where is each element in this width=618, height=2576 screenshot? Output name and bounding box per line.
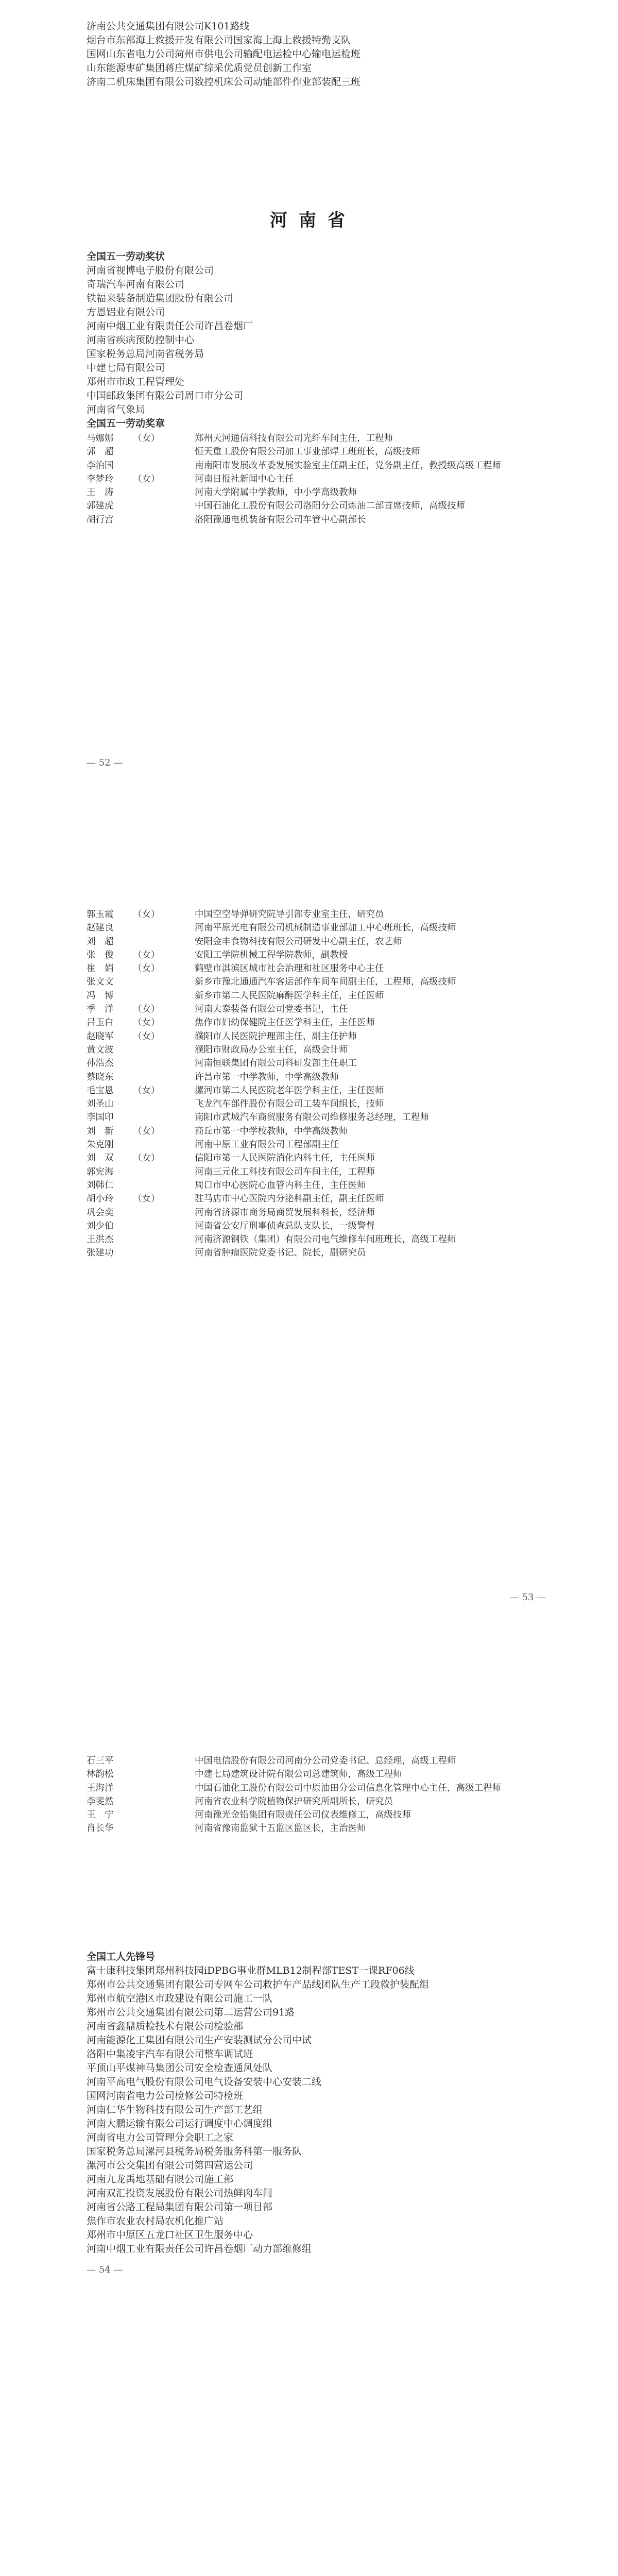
person-name: 张文文 xyxy=(87,977,114,988)
person-desc: 河南豫光金铅集团有限责任公司仪表维修工，高级技师 xyxy=(195,1810,411,1821)
person-row xyxy=(87,1125,540,1138)
person-row xyxy=(87,1795,540,1808)
person-gender xyxy=(133,1057,195,1070)
list-item: 河南中烟工业有限责任公司许昌卷烟厂 xyxy=(87,320,253,332)
person-row xyxy=(87,1003,540,1016)
person-row xyxy=(87,486,540,499)
list-item: 河南省鑫鼎质检技术有限公司检验部 xyxy=(87,2021,244,2032)
person-desc: 河南省肿瘤医院党委书记、院长，副研究员 xyxy=(195,1248,366,1259)
person-gender: （女） xyxy=(133,963,160,974)
person-gender xyxy=(133,513,195,527)
list-item: 国家税务总局河南省税务局 xyxy=(87,348,204,360)
person-gender xyxy=(133,1165,195,1179)
person-name: 马娜娜 xyxy=(87,433,114,444)
person-gender xyxy=(133,935,195,948)
document-page-53 xyxy=(0,845,618,1690)
person-desc: 周口市中心医院心血管内科主任，主任医师 xyxy=(195,1180,366,1191)
person-row xyxy=(87,1057,540,1070)
person-desc: 南南阳市发展改革委发展实验室主任副主任，党务副主任，教授级高级工程师 xyxy=(195,460,501,471)
list-item: 中国邮政集团有限公司周口市分公司 xyxy=(87,390,244,401)
person-desc: 安阳金丰食物科技有限公司研发中心副主任，农艺师 xyxy=(195,936,402,947)
list-item: 郑州市中原区五龙口社区卫生服务中心 xyxy=(87,2229,253,2241)
person-name: 刘 双 xyxy=(87,1153,114,1164)
person-gender: （女） xyxy=(133,1018,160,1028)
person-gender: （女） xyxy=(133,433,160,444)
person-name: 张建功 xyxy=(87,1248,114,1259)
person-gender xyxy=(133,1822,195,1835)
list-item: 河南九龙禹地基础有限公司施工部 xyxy=(87,2174,234,2185)
person-gender: （女） xyxy=(133,1004,160,1015)
document-page-54 xyxy=(0,1690,618,2535)
person-row xyxy=(87,1097,540,1111)
person-desc: 中国石油化工股份有限公司中原油田分公司信息化管理中心主任，高级工程师 xyxy=(195,1783,501,1793)
person-desc: 中国空空导弹研究院导引部专业室主任，研究员 xyxy=(195,909,384,920)
person-row xyxy=(87,1165,540,1179)
person-name: 赵建良 xyxy=(87,923,114,934)
person-desc: 商丘市第一中学校教师，中学高级教师 xyxy=(195,1126,348,1137)
person-name: 赵晓军 xyxy=(87,1031,114,1042)
person-gender: （女） xyxy=(133,1194,160,1205)
person-desc: 新乡市豫北通通汽车客运部作车间车间副主任，工程师，高级技师 xyxy=(195,977,456,988)
person-desc: 焦作市妇幼保健院主任医学科主任，主任医师 xyxy=(195,1018,375,1028)
person-name: 冯 博 xyxy=(87,990,114,1001)
list-item: 济南二机床集团有限公司数控机床公司动能部件作业部装配三班 xyxy=(87,76,361,88)
list-item: 中建七局有限公司 xyxy=(87,362,165,374)
people-list xyxy=(87,908,540,1260)
person-desc: 河南省豫南监狱十五监区监区长，主治医师 xyxy=(195,1823,366,1834)
person-row xyxy=(87,1206,540,1219)
person-gender xyxy=(133,1138,195,1151)
person-name: 蔡晓东 xyxy=(87,1072,114,1082)
person-row xyxy=(87,1043,540,1057)
person-desc: 濮阳市人民医院护理部主任，副主任护师 xyxy=(195,1031,357,1042)
person-name: 刘 超 xyxy=(87,936,114,947)
people-list xyxy=(87,1754,540,1836)
person-gender xyxy=(133,1071,195,1084)
list-item: 国家税务总局漯河县税务局税务服务科第一服务队 xyxy=(87,2146,302,2157)
person-desc: 中建七局建筑设计院有限公司总建筑师，高级工程师 xyxy=(195,1769,402,1780)
list-item: 郑州市公共交通集团有限公司第二运营公司91路 xyxy=(87,2007,295,2018)
list-item: 山东能源枣矿集团蒋庄煤矿综采优质党员创新工作室 xyxy=(87,62,312,74)
person-desc: 河南三元化工科技有限公司车间主任，工程师 xyxy=(195,1166,375,1177)
person-gender xyxy=(133,1111,195,1124)
list-item: 河南仁华生物科技有限公司生产部工艺组 xyxy=(87,2104,263,2115)
list-item: 河南能源化工集团有限公司生产安装测试分公司中试 xyxy=(87,2035,312,2046)
person-gender xyxy=(133,1179,195,1192)
person-name: 李梦玲 xyxy=(87,473,114,484)
list-item: 河南中烟工业有限责任公司许昌卷烟厂动力部维修组 xyxy=(87,2243,312,2255)
list-item: 河南双汇投资发展股份有限公司热鲜肉车间 xyxy=(87,2188,273,2199)
person-name: 崔 娟 xyxy=(87,963,114,974)
list-item: 洛阳中集凌宇汽车有限公司整车调试班 xyxy=(87,2048,253,2060)
person-gender: （女） xyxy=(133,1031,160,1042)
person-desc: 河南中原工业有限公司工程部副主任 xyxy=(195,1140,339,1150)
person-name: 孙浩杰 xyxy=(87,1058,114,1069)
person-name: 张 俊 xyxy=(87,950,114,960)
document-page-52 xyxy=(0,0,618,845)
person-desc: 河南平原光电有限公司机械制造事业部加工中心班班长，高级技师 xyxy=(195,923,456,934)
person-gender xyxy=(133,1768,195,1781)
person-row xyxy=(87,975,540,989)
section-heading: 全国五一劳动奖章 xyxy=(87,418,165,429)
person-name: 刘圣山 xyxy=(87,1099,114,1110)
person-gender: （女） xyxy=(133,473,160,484)
person-row xyxy=(87,445,540,459)
page-number: — 54 — xyxy=(87,2264,123,2275)
person-row xyxy=(87,935,540,948)
list-item: 烟台市东部海上救援开发有限公司国家海上海上救援特勤支队 xyxy=(87,35,351,46)
list-item: 济南公共交通集团有限公司K101路线 xyxy=(87,21,250,32)
person-name: 李斐然 xyxy=(87,1796,114,1807)
person-gender xyxy=(133,989,195,1003)
person-gender: （女） xyxy=(133,1085,160,1096)
person-desc: 恒天重工股份有限公司加工事业部焊工班班长，高级技师 xyxy=(195,447,420,457)
person-desc: 飞龙汽车部件股份有限公司工装车间组长，技师 xyxy=(195,1099,384,1110)
person-name: 巩会奕 xyxy=(87,1207,114,1218)
person-name: 肖长华 xyxy=(87,1823,114,1834)
person-name: 刘 新 xyxy=(87,1126,114,1137)
person-row xyxy=(87,1754,540,1768)
person-desc: 鹤壁市淇滨区城市社会治理和社区服务中心主任 xyxy=(195,963,384,974)
person-gender xyxy=(133,1206,195,1219)
person-row xyxy=(87,432,540,445)
list-item: 郑州市航空港区市政建设有限公司施工一队 xyxy=(87,1993,273,2004)
list-item: 河南省气象局 xyxy=(87,404,146,415)
person-name: 郭 超 xyxy=(87,447,114,457)
top-list xyxy=(87,20,540,89)
list-item: 铁福来装备制造集团股份有限公司 xyxy=(87,293,234,304)
person-row xyxy=(87,1071,540,1084)
person-gender xyxy=(133,1795,195,1808)
list-item: 富士康科技集团郑州科技园iDPBG事业群MLB12制程部TEST一课RF06线 xyxy=(87,1965,415,1976)
person-row xyxy=(87,1246,540,1260)
person-name: 吕玉白 xyxy=(87,1018,114,1028)
person-name: 胡小玲 xyxy=(87,1194,114,1205)
person-desc: 河南省农业科学院植物保护研究所副所长，研究员 xyxy=(195,1796,393,1807)
person-name: 李国印 xyxy=(87,1112,114,1123)
person-row xyxy=(87,1111,540,1124)
page-number: — 52 — xyxy=(87,757,123,768)
worker-list xyxy=(87,1950,540,2256)
person-gender xyxy=(133,1219,195,1233)
person-name: 胡行宫 xyxy=(87,514,114,525)
list-item: 河南省疾病预防控制中心 xyxy=(87,334,195,346)
person-desc: 河南日报社新闻中心主任 xyxy=(195,473,294,484)
person-name: 林韵松 xyxy=(87,1769,114,1780)
person-desc: 漯河市第二人民医院老年医学科主任，主任医师 xyxy=(195,1085,384,1096)
person-name: 郭建虎 xyxy=(87,501,114,512)
person-name: 石三平 xyxy=(87,1756,114,1766)
list-item: 河南大鹏运输有限公司运行调度中心调度组 xyxy=(87,2118,273,2129)
person-name: 朱克刚 xyxy=(87,1140,114,1150)
list-item: 国网河南省电力公司检修公司特检班 xyxy=(87,2090,244,2102)
person-gender xyxy=(133,1808,195,1822)
person-row xyxy=(87,1030,540,1043)
list-item: 河南省公路工程局集团有限公司第一项目部 xyxy=(87,2201,273,2213)
people-list xyxy=(87,432,540,527)
person-row xyxy=(87,1808,540,1822)
section-heading: 全国工人先锋号 xyxy=(87,1951,156,1962)
person-desc: 洛阳豫通电机装备有限公司车管中心副部长 xyxy=(195,514,366,525)
person-desc: 许昌市第一中学教师，中学高级教师 xyxy=(195,1072,339,1082)
person-row xyxy=(87,1192,540,1206)
person-row xyxy=(87,1138,540,1151)
person-name: 毛宝恩 xyxy=(87,1085,114,1096)
person-row xyxy=(87,1084,540,1097)
person-name: 王 涛 xyxy=(87,487,114,498)
person-desc: 新乡市第二人民医院麻醉医学科主任，主任医师 xyxy=(195,990,384,1001)
person-gender xyxy=(133,459,195,472)
person-gender xyxy=(133,921,195,935)
person-desc: 郑州天河通信科技有限公司光纤车间主任，工程师 xyxy=(195,433,393,444)
list-item: 郑州市市政工程管理处 xyxy=(87,376,185,387)
person-gender xyxy=(133,499,195,513)
document-page-55 xyxy=(0,2535,618,2576)
person-desc: 河南大学附属中学教师，中小学高级教师 xyxy=(195,487,357,498)
person-row xyxy=(87,1782,540,1795)
list-item: 河南平高电气股份有限公司电气设备安装中心安装二线 xyxy=(87,2076,322,2088)
person-name: 季 洋 xyxy=(87,1004,114,1015)
list-item: 漯河市公交集团有限公司第四营运公司 xyxy=(87,2160,253,2171)
person-gender: （女） xyxy=(133,909,160,920)
list-item: 奇瑞汽车河南有限公司 xyxy=(87,279,185,290)
person-gender: （女） xyxy=(133,1126,160,1137)
person-gender xyxy=(133,1246,195,1260)
province-title: 河南省 xyxy=(270,210,356,231)
person-row xyxy=(87,499,540,513)
person-row xyxy=(87,459,540,472)
person-gender xyxy=(133,445,195,459)
person-desc: 南阳市武城汽车商贸服务有限公司维修服务总经理，工程师 xyxy=(195,1112,429,1123)
person-desc: 中国电信股份有限公司河南分公司党委书记、总经理，高级工程师 xyxy=(195,1756,456,1766)
person-row xyxy=(87,1822,540,1835)
person-row xyxy=(87,921,540,935)
person-name: 黄文波 xyxy=(87,1044,114,1055)
person-row xyxy=(87,1179,540,1192)
list-item: 河南省电力公司管理分会职工之家 xyxy=(87,2132,234,2143)
person-gender xyxy=(133,1754,195,1768)
person-desc: 河南省济源市商务局商贸发展科科长，经济师 xyxy=(195,1207,375,1218)
section-heading: 全国五一劳动奖状 xyxy=(87,251,165,262)
person-gender xyxy=(133,1233,195,1246)
person-row xyxy=(87,962,540,975)
person-row xyxy=(87,1151,540,1165)
person-desc: 河南省公安厅刑事侦查总队支队长，一级警督 xyxy=(195,1221,375,1231)
person-desc: 河南大泰装备有限公司党委书记，主任 xyxy=(195,1004,348,1015)
person-row xyxy=(87,908,540,921)
person-name: 刘少伯 xyxy=(87,1221,114,1231)
person-row xyxy=(87,1233,540,1246)
person-gender xyxy=(133,486,195,499)
person-row xyxy=(87,1219,540,1233)
person-desc: 中国石油化工股份有限公司洛阳分公司炼油二部首席技师，高级技师 xyxy=(195,501,465,512)
person-gender xyxy=(133,1097,195,1111)
person-gender: （女） xyxy=(133,950,160,960)
person-row xyxy=(87,1768,540,1781)
person-desc: 驻马店市中心医院内分泌科副主任，副主任医师 xyxy=(195,1194,384,1205)
medals-list xyxy=(87,250,540,431)
person-desc: 濮阳市财政局办公室主任，高级会计师 xyxy=(195,1044,348,1055)
person-name: 刘韩仁 xyxy=(87,1180,114,1191)
person-gender xyxy=(133,1043,195,1057)
person-name: 郭宪海 xyxy=(87,1166,114,1177)
person-desc: 河南济源钢铁（集团）有限公司电气维修车间班班长，高级工程师 xyxy=(195,1234,456,1245)
person-row xyxy=(87,948,540,962)
person-name: 王 宁 xyxy=(87,1810,114,1821)
list-item: 河南省视博电子股份有限公司 xyxy=(87,265,214,276)
person-name: 王海洋 xyxy=(87,1783,114,1793)
person-name: 郭玉霞 xyxy=(87,909,114,920)
list-item: 郑州市公共交通集团有限公司专网车公司救护车产品线团队生产工段救护装配组 xyxy=(87,1979,430,1990)
person-row xyxy=(87,1016,540,1029)
person-row xyxy=(87,513,540,527)
person-gender xyxy=(133,975,195,989)
list-item: 平顶山平煤神马集团公司安全检查通风处队 xyxy=(87,2062,273,2074)
person-desc: 河南恒联集团有限公司科研发部主任职工 xyxy=(195,1058,357,1069)
person-row xyxy=(87,989,540,1003)
person-name: 王洪杰 xyxy=(87,1234,114,1245)
person-desc: 安阳工学院机械工程学院教师，副教授 xyxy=(195,950,348,960)
person-desc: 信阳市第一人民医院消化内科主任，主任医师 xyxy=(195,1153,375,1164)
list-item: 方恩铝业有限公司 xyxy=(87,307,165,318)
list-item: 焦作市农业农村局农机化推广站 xyxy=(87,2215,224,2227)
page-number: — 53 — xyxy=(509,1592,546,1603)
person-gender: （女） xyxy=(133,1153,160,1164)
person-gender xyxy=(133,1782,195,1795)
list-item: 国网山东省电力公司菏州市供电公司输配电运检中心输电运检班 xyxy=(87,48,361,60)
person-row xyxy=(87,472,540,486)
person-name: 李治国 xyxy=(87,460,114,471)
